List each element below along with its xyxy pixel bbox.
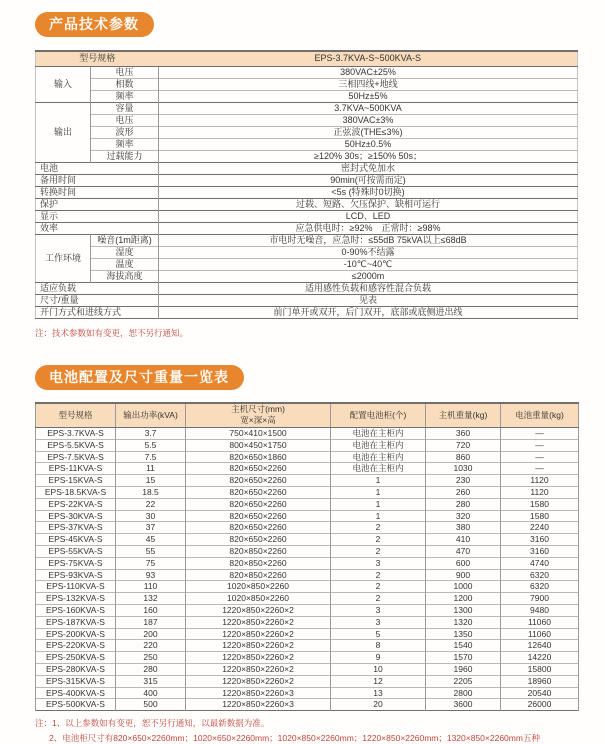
battery-table-row	[36, 663, 579, 675]
battery-cabinets-cell: 8	[331, 640, 426, 652]
model-cell: EPS-55KVA-S	[36, 545, 116, 557]
battery-table-row	[36, 451, 579, 463]
battery-weight-cell: 18960	[501, 675, 579, 687]
spec-table-row	[36, 186, 578, 198]
battery-weight-cell: 3160	[501, 534, 579, 546]
battery-table-row	[36, 428, 579, 440]
model-cell: EPS-187KVA-S	[36, 616, 116, 628]
spec-param-label: 相数	[91, 78, 159, 90]
spec-param-value: 适用感性负载和感容性混合负载	[159, 282, 578, 294]
battery-cabinets-cell: 3	[331, 616, 426, 628]
spec-table-row	[36, 222, 578, 234]
spec-param-label: 容量	[91, 102, 159, 114]
spec-table-row	[36, 294, 578, 306]
spec-table-row	[36, 282, 578, 294]
model-cell: EPS-280KVA-S	[36, 663, 116, 675]
spec-param-label: 温度	[91, 258, 159, 270]
output-power-cell: 11	[116, 463, 186, 475]
output-power-cell: 315	[116, 675, 186, 687]
output-power-cell: 5.5	[116, 439, 186, 451]
battery-weight-cell: 1120	[501, 486, 579, 498]
main-weight-cell: 1570	[426, 652, 501, 664]
main-weight-cell: 230	[426, 475, 501, 487]
battery-cabinets-cell: 2	[331, 581, 426, 593]
output-power-cell: 3.7	[116, 428, 186, 440]
spec-param-label: 显示	[36, 210, 159, 222]
battery-weight-cell: —	[501, 428, 579, 440]
battery-weight-cell: 1580	[501, 510, 579, 522]
main-weight-cell: 410	[426, 534, 501, 546]
col-header-output-power: 输出功率(kVA)	[116, 403, 186, 428]
model-cell: EPS-37KVA-S	[36, 522, 116, 534]
battery-cabinets-cell: 电池在主柜内	[331, 428, 426, 440]
battery-table-row	[36, 545, 579, 557]
spec-param-label: 开门方式和进线方式	[36, 306, 159, 318]
col-header-model: 型号规格	[36, 403, 116, 428]
dimensions-cell: 1020×850×2260	[186, 593, 331, 605]
battery-cabinets-cell: 3	[331, 557, 426, 569]
spec-table	[35, 50, 578, 319]
battery-weight-cell: 6320	[501, 569, 579, 581]
dimensions-cell: 800×450×1750	[186, 439, 331, 451]
spec-param-label: 噪音(1m距离)	[91, 234, 159, 246]
spec-param-value: 见表	[159, 294, 578, 306]
spec-param-value: -10℃~40℃	[159, 258, 578, 270]
main-weight-cell: 280	[426, 498, 501, 510]
model-cell: EPS-220KVA-S	[36, 640, 116, 652]
output-power-cell: 55	[116, 545, 186, 557]
model-cell: EPS-250KVA-S	[36, 652, 116, 664]
battery-cabinets-cell: 2	[331, 545, 426, 557]
battery-table-row	[36, 486, 579, 498]
main-weight-cell: 2800	[426, 687, 501, 699]
spec-param-value: 正弦波(THE≤3%)	[159, 126, 578, 138]
model-cell: EPS-500KVA-S	[36, 699, 116, 711]
battery-cabinets-cell: 12	[331, 675, 426, 687]
dimensions-cell: 820×850×2260	[186, 557, 331, 569]
spec-header-model-value: EPS-3.7KVA-S~500KVA-S	[159, 51, 578, 66]
battery-cabinets-cell: 1	[331, 475, 426, 487]
spec-param-label: 适应负载	[36, 282, 159, 294]
battery-weight-cell: —	[501, 451, 579, 463]
main-weight-cell: 3600	[426, 699, 501, 711]
model-cell: EPS-30KVA-S	[36, 510, 116, 522]
battery-cabinets-cell: 1	[331, 486, 426, 498]
battery-table-row	[36, 557, 579, 569]
battery-cabinets-cell: 1	[331, 498, 426, 510]
model-cell: EPS-5.5KVA-S	[36, 439, 116, 451]
col-header-main-weight: 主机重量(kg)	[426, 403, 501, 428]
main-weight-cell: 1000	[426, 581, 501, 593]
dimensions-cell: 820×650×2260	[186, 498, 331, 510]
battery-table-header-row	[36, 403, 579, 428]
dimensions-cell: 820×850×2260	[186, 569, 331, 581]
spec-param-value: 0-90%不结露	[159, 246, 578, 258]
battery-weight-cell: —	[501, 463, 579, 475]
spec-param-label: 频率	[91, 138, 159, 150]
dimensions-cell: 1220×850×2260×3	[186, 687, 331, 699]
spec-param-value: 380VAC±3%	[159, 114, 578, 126]
battery-weight-cell: 4740	[501, 557, 579, 569]
spec-group-label: 输出	[36, 102, 91, 162]
spec-param-value: ≤2000m	[159, 270, 578, 282]
model-cell: EPS-315KVA-S	[36, 675, 116, 687]
battery-weight-cell: 11060	[501, 616, 579, 628]
main-weight-cell: 320	[426, 510, 501, 522]
battery-table-row	[36, 569, 579, 581]
spec-table-row	[36, 66, 578, 78]
model-cell: EPS-132KVA-S	[36, 593, 116, 605]
spec-param-value: LCD、LED	[159, 210, 578, 222]
model-cell: EPS-160KVA-S	[36, 604, 116, 616]
battery-table-row	[36, 593, 579, 605]
spec-table-row	[36, 138, 578, 150]
output-power-cell: 160	[116, 604, 186, 616]
col-header-battery-weight: 电池重量(kg)	[501, 403, 579, 428]
battery-table-row	[36, 640, 579, 652]
spec-param-label: 湿度	[91, 246, 159, 258]
model-cell: EPS-7.5KVA-S	[36, 451, 116, 463]
battery-table-row	[36, 581, 579, 593]
output-power-cell: 45	[116, 534, 186, 546]
dimensions-cell: 1220×850×2260×3	[186, 699, 331, 711]
dimensions-cell: 1220×850×2260×2	[186, 628, 331, 640]
dimensions-cell: 1220×850×2260×2	[186, 675, 331, 687]
dimensions-cell: 820×650×2260	[186, 522, 331, 534]
spec-param-label: 转换时间	[36, 186, 159, 198]
spec-param-label: 效率	[36, 222, 159, 234]
main-weight-cell: 1960	[426, 663, 501, 675]
output-power-cell: 187	[116, 616, 186, 628]
battery-cabinets-cell: 2	[331, 522, 426, 534]
battery-table-row	[36, 616, 579, 628]
spec-param-value: 90min(可按需而定)	[159, 174, 578, 186]
main-weight-cell: 470	[426, 545, 501, 557]
dimensions-cell: 1220×850×2260×2	[186, 616, 331, 628]
battery-cabinets-cell: 1	[331, 510, 426, 522]
spec-param-label: 电池	[36, 162, 159, 174]
spec-param-value: 前门单开或双开，后门双开，底部或底侧进出线	[159, 306, 578, 318]
battery-weight-cell: 2240	[501, 522, 579, 534]
dimensions-cell: 820×650×2260	[186, 510, 331, 522]
spec-table-row	[36, 174, 578, 186]
spec-group-label: 输入	[36, 66, 91, 102]
battery-table-row	[36, 463, 579, 475]
battery-table-row	[36, 675, 579, 687]
main-weight-cell: 860	[426, 451, 501, 463]
battery-table-row	[36, 604, 579, 616]
battery-cabinets-cell: 电池在主柜内	[331, 463, 426, 475]
spec-param-value: 市电时无噪音，应急时：≤55dB 75kVA以上≤68dB	[159, 234, 578, 246]
col-header-dimensions-sub: 宽×深×高	[240, 415, 276, 426]
spec-table-row	[36, 90, 578, 102]
spec-param-label: 电压	[91, 114, 159, 126]
main-weight-cell: 2205	[426, 675, 501, 687]
spec-param-label: 过载能力	[91, 150, 159, 162]
spec-param-value: 50Hz±5%	[159, 90, 578, 102]
main-weight-cell: 900	[426, 569, 501, 581]
spec-param-value: 3.7KVA~500KVA	[159, 102, 578, 114]
model-cell: EPS-15KVA-S	[36, 475, 116, 487]
spec-table-row	[36, 126, 578, 138]
main-weight-cell: 1320	[426, 616, 501, 628]
dimensions-cell: 820×650×2260	[186, 463, 331, 475]
spec-param-label: 频率	[91, 90, 159, 102]
section-badge-battery: 电池配置及尺寸重量一览表	[35, 365, 244, 390]
spec-group-label: 工作环境	[36, 234, 91, 282]
battery-note-2: 2、电池柜尺寸有820×650×2260mm；1020×650×2260mm；1020×850×2260mm；1220×850×2260mm；1320×850×2260mm五种	[49, 733, 540, 744]
model-cell: EPS-11KVA-S	[36, 463, 116, 475]
main-weight-cell: 360	[426, 428, 501, 440]
battery-weight-cell: 6320	[501, 581, 579, 593]
battery-cabinets-cell: 2	[331, 569, 426, 581]
spec-param-value: 三相四线+地线	[159, 78, 578, 90]
battery-cabinets-cell: 2	[331, 593, 426, 605]
dimensions-cell: 1220×850×2260×2	[186, 640, 331, 652]
spec-table-row	[36, 114, 578, 126]
battery-weight-cell: —	[501, 439, 579, 451]
battery-table-row	[36, 628, 579, 640]
model-cell: EPS-3.7KVA-S	[36, 428, 116, 440]
main-weight-cell: 260	[426, 486, 501, 498]
battery-table-row	[36, 699, 579, 711]
output-power-cell: 110	[116, 581, 186, 593]
dimensions-cell: 1220×850×2260×2	[186, 663, 331, 675]
spec-param-value: ≥120% 30s；≥150% 50s；	[159, 150, 578, 162]
model-cell: EPS-93KVA-S	[36, 569, 116, 581]
main-weight-cell: 1300	[426, 604, 501, 616]
battery-weight-cell: 14220	[501, 652, 579, 664]
main-weight-cell: 1350	[426, 628, 501, 640]
output-power-cell: 18.5	[116, 486, 186, 498]
battery-cabinets-cell: 电池在主柜内	[331, 451, 426, 463]
battery-table-body	[36, 428, 579, 711]
dimensions-cell: 820×850×2260	[186, 545, 331, 557]
model-cell: EPS-200KVA-S	[36, 628, 116, 640]
battery-weight-cell: 26000	[501, 699, 579, 711]
spec-param-value: 应急供电时：≥92% 正常时：≥98%	[159, 222, 578, 234]
output-power-cell: 220	[116, 640, 186, 652]
battery-weight-cell: 9480	[501, 604, 579, 616]
spec-param-label: 保护	[36, 198, 159, 210]
battery-cabinets-cell: 5	[331, 628, 426, 640]
model-cell: EPS-45KVA-S	[36, 534, 116, 546]
dimensions-cell: 1020×850×2260	[186, 581, 331, 593]
battery-config-table	[35, 402, 579, 712]
dimensions-cell: 1220×850×2260×2	[186, 604, 331, 616]
output-power-cell: 75	[116, 557, 186, 569]
spec-param-value: 密封式免加水	[159, 162, 578, 174]
battery-table-row	[36, 652, 579, 664]
spec-table-body	[36, 66, 578, 318]
spec-table-header-row	[36, 51, 578, 66]
dimensions-cell: 820×650×2260	[186, 534, 331, 546]
spec-param-label: 电压	[91, 66, 159, 78]
spec-header-model-label: 型号规格	[36, 51, 159, 66]
spec-table-row	[36, 306, 578, 318]
dimensions-cell: 1220×850×2260×2	[186, 652, 331, 664]
dimensions-cell: 820×650×2260	[186, 475, 331, 487]
battery-weight-cell: 1120	[501, 475, 579, 487]
battery-weight-cell: 20540	[501, 687, 579, 699]
battery-table-row	[36, 522, 579, 534]
output-power-cell: 15	[116, 475, 186, 487]
spec-param-label: 尺寸/重量	[36, 294, 159, 306]
battery-table-row	[36, 498, 579, 510]
output-power-cell: 37	[116, 522, 186, 534]
spec-table-row	[36, 150, 578, 162]
output-power-cell: 280	[116, 663, 186, 675]
main-weight-cell: 600	[426, 557, 501, 569]
col-header-dimensions-title: 主机尺寸(mm)	[231, 404, 285, 415]
battery-table-row	[36, 687, 579, 699]
dimensions-cell: 750×410×1500	[186, 428, 331, 440]
battery-cabinets-cell: 10	[331, 663, 426, 675]
output-power-cell: 93	[116, 569, 186, 581]
battery-table-row	[36, 475, 579, 487]
battery-weight-cell: 11060	[501, 628, 579, 640]
main-weight-cell: 720	[426, 439, 501, 451]
spec-param-label: 波形	[91, 126, 159, 138]
battery-cabinets-cell: 9	[331, 652, 426, 664]
spec-table-row	[36, 210, 578, 222]
battery-note-1: 注：1、以上参数如有变更，恕不另行通知，以最新数据为准。	[35, 718, 270, 729]
model-cell: EPS-400KVA-S	[36, 687, 116, 699]
spec-table-row	[36, 246, 578, 258]
section-badge-spec: 产品技术参数	[35, 12, 154, 37]
battery-weight-cell: 15800	[501, 663, 579, 675]
spec-param-value: 50Hz±0.5%	[159, 138, 578, 150]
spec-param-label: 海拔高度	[91, 270, 159, 282]
battery-table-row	[36, 439, 579, 451]
spec-param-value: 380VAC±25%	[159, 66, 578, 78]
col-header-dimensions	[186, 403, 331, 428]
model-cell: EPS-22KVA-S	[36, 498, 116, 510]
output-power-cell: 200	[116, 628, 186, 640]
output-power-cell: 500	[116, 699, 186, 711]
col-header-battery-cabinets: 配置电池柜(个)	[331, 403, 426, 428]
battery-table-row	[36, 534, 579, 546]
spec-param-value: 过载、短路、欠压保护、缺相可运行	[159, 198, 578, 210]
model-cell: EPS-18.5KVA-S	[36, 486, 116, 498]
spec-table-row	[36, 258, 578, 270]
battery-weight-cell: 1580	[501, 498, 579, 510]
spec-table-row	[36, 198, 578, 210]
main-weight-cell: 380	[426, 522, 501, 534]
battery-table-notes	[35, 718, 578, 744]
spec-table-row	[36, 162, 578, 174]
main-weight-cell: 1540	[426, 640, 501, 652]
spec-param-value: <5s (特殊时0切换)	[159, 186, 578, 198]
spec-table-row	[36, 102, 578, 114]
battery-weight-cell: 12640	[501, 640, 579, 652]
battery-table-row	[36, 510, 579, 522]
battery-weight-cell: 3160	[501, 545, 579, 557]
battery-cabinets-cell: 电池在主柜内	[331, 439, 426, 451]
output-power-cell: 132	[116, 593, 186, 605]
output-power-cell: 250	[116, 652, 186, 664]
model-cell: EPS-75KVA-S	[36, 557, 116, 569]
spec-table-note: 注：技术参数如有变更，恕不另行通知。	[35, 327, 189, 338]
spec-param-label: 备用时间	[36, 174, 159, 186]
dimensions-cell: 820×650×1860	[186, 451, 331, 463]
battery-cabinets-cell: 20	[331, 699, 426, 711]
battery-weight-cell: 7900	[501, 593, 579, 605]
output-power-cell: 400	[116, 687, 186, 699]
main-weight-cell: 1030	[426, 463, 501, 475]
spec-table-row	[36, 234, 578, 246]
output-power-cell: 30	[116, 510, 186, 522]
model-cell: EPS-110KVA-S	[36, 581, 116, 593]
battery-cabinets-cell: 3	[331, 604, 426, 616]
battery-cabinets-cell: 13	[331, 687, 426, 699]
output-power-cell: 7.5	[116, 451, 186, 463]
dimensions-cell: 820×650×2260	[186, 486, 331, 498]
battery-cabinets-cell: 2	[331, 534, 426, 546]
spec-table-row	[36, 270, 578, 282]
main-weight-cell: 1200	[426, 593, 501, 605]
output-power-cell: 22	[116, 498, 186, 510]
spec-table-row	[36, 78, 578, 90]
